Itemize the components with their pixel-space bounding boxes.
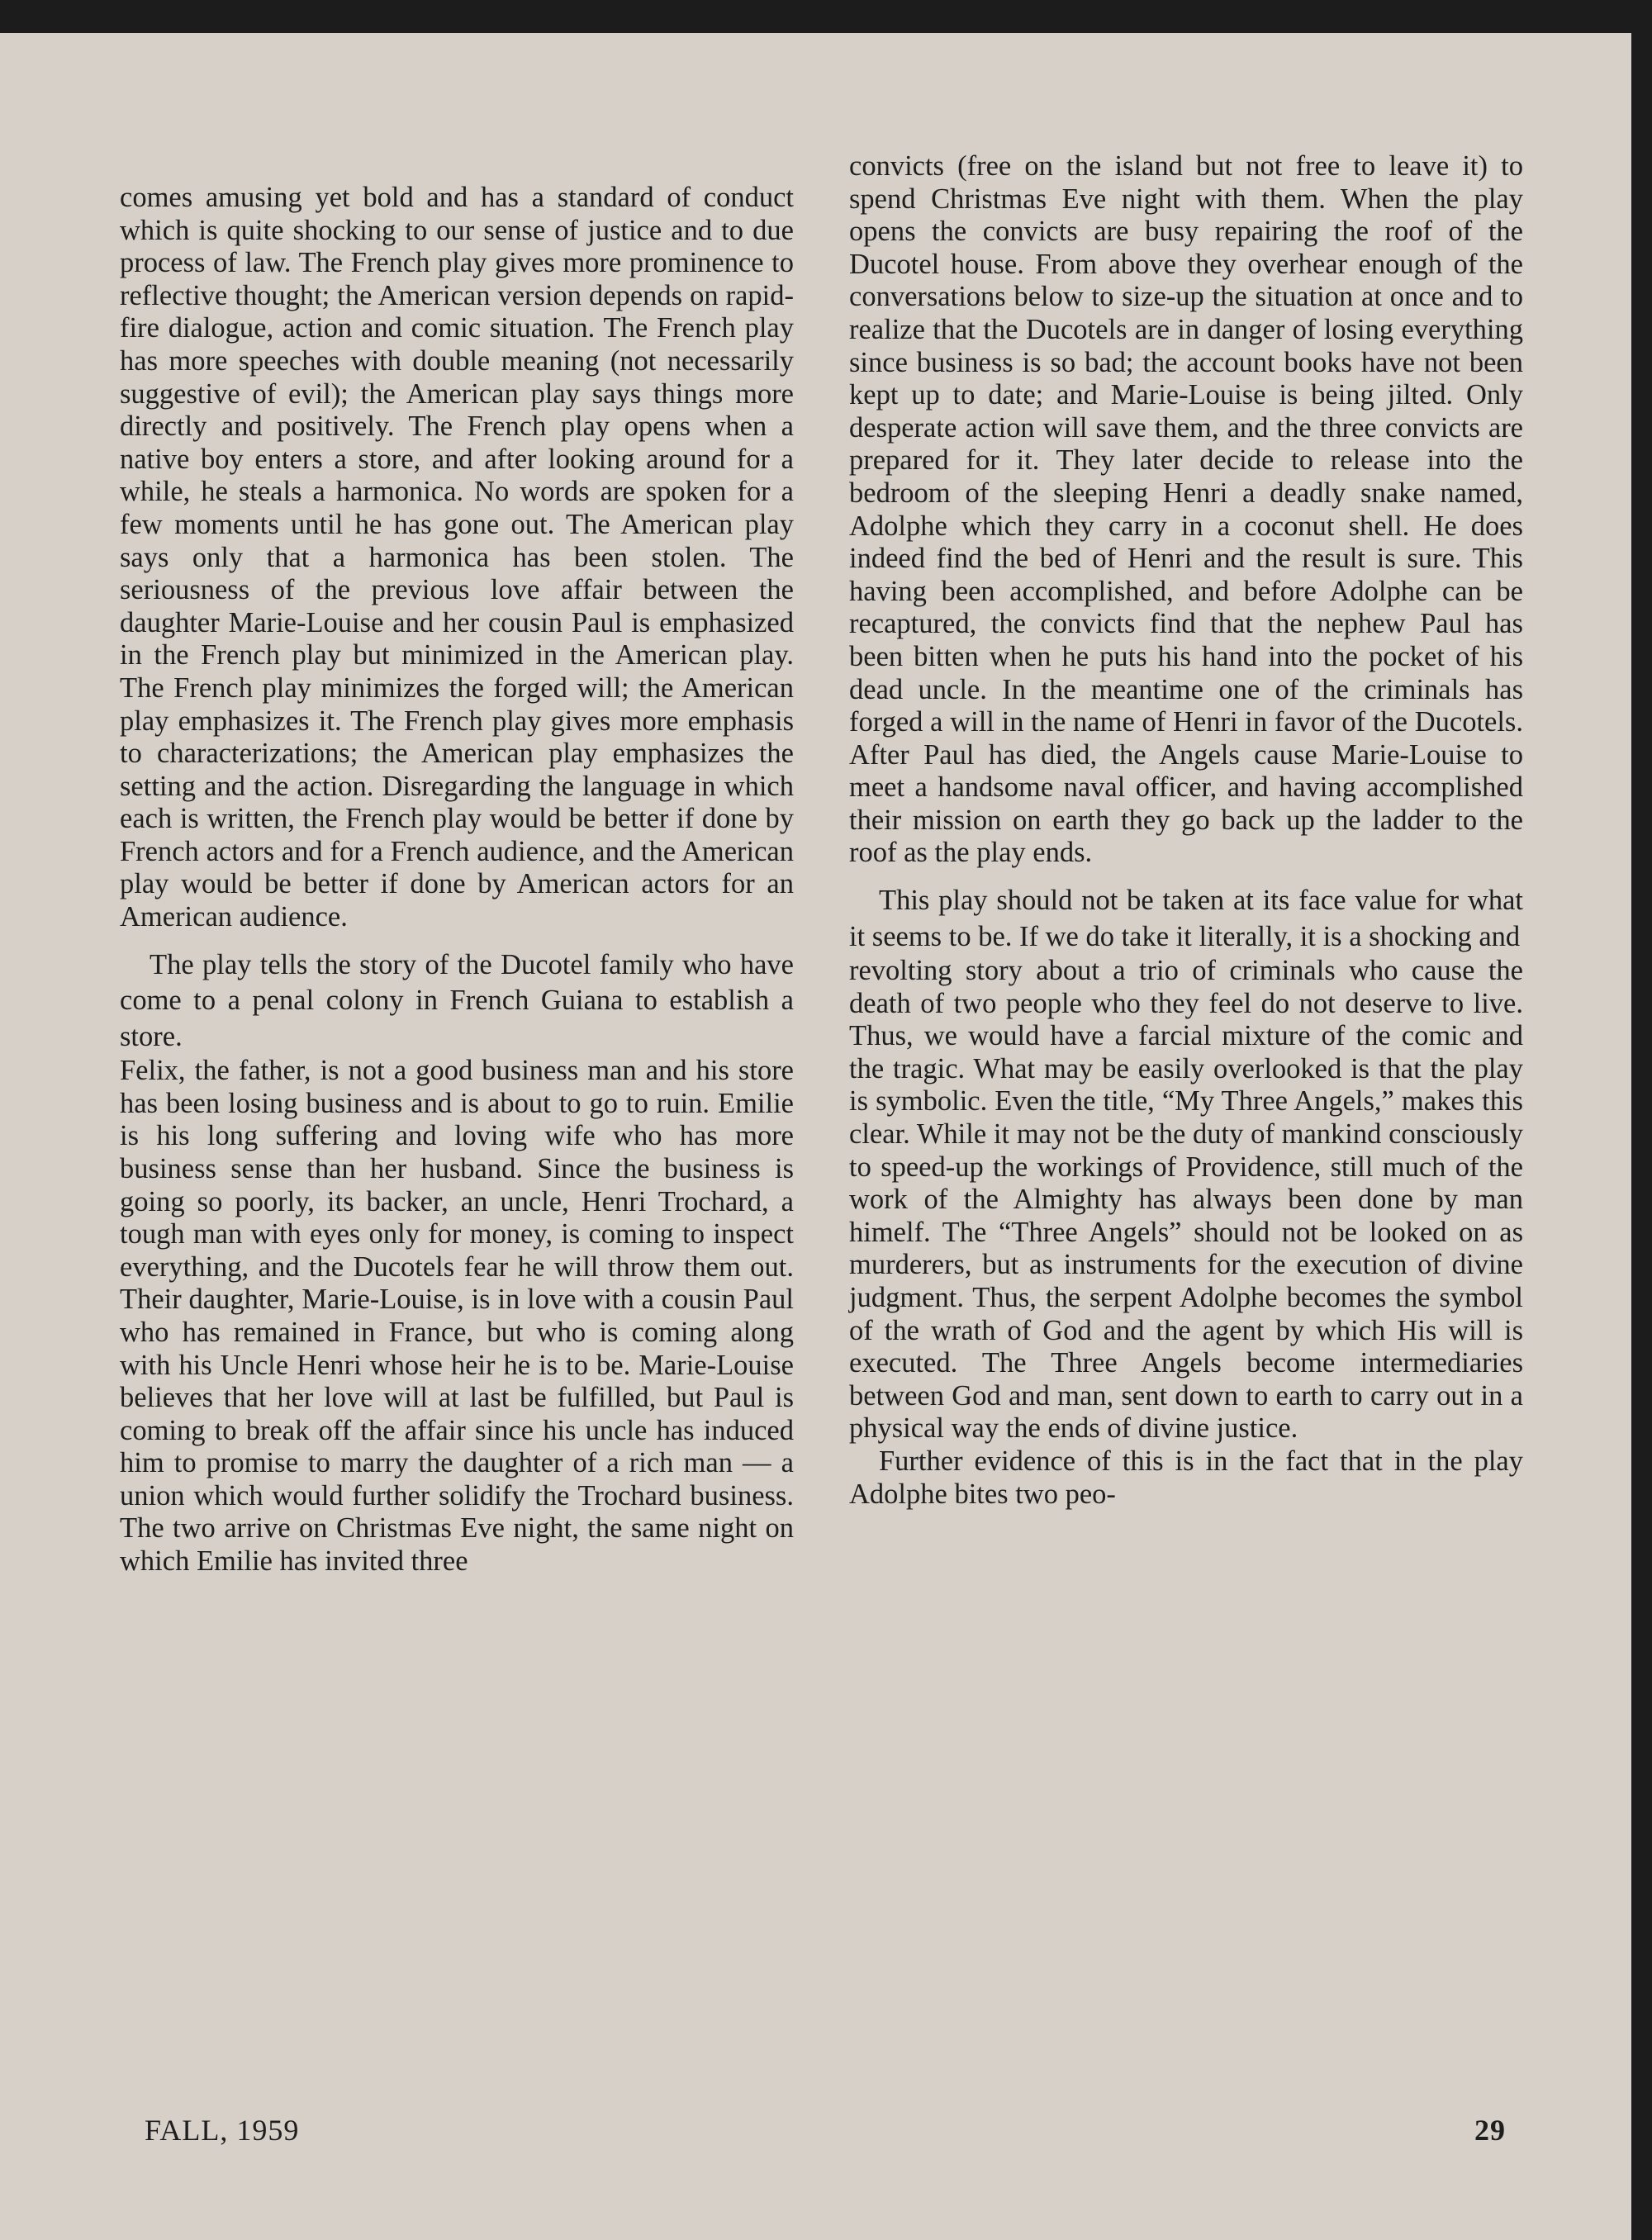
right-column: [849, 150, 1523, 1511]
paragraph-symbolic-continued: revolting story about a trio of criminals who cause the death of two people who they feel do not deserve to live. Thus, we would have a farcial mixture of the comic and the tragic. What may be easily overlooked is that the play is symbolic. Even the title, “My Three Angels,” makes this clear. While it may not be the duty of mankind consciously to speed-up the workings of Providence, still much of the work of the Almighty has always been done by man himelf. The “Three Angels” should not be looked on as murderers, but as instruments for the execution of divine judgment. Thus, the serpent Adolphe becomes the symbol of the wrath of God and the agent by which His will is executed. The Three Angels become intermediaries between God and man, sent down to earth to carry out in a physical way the ends of divine justice.: [849, 955, 1523, 1445]
paragraph-story-intro: The play tells the story of the Ducotel family who have come to a penal colony in French Guiana to establish a store.: [120, 948, 794, 1052]
paragraph-symbolic-intro: This play should not be taken at its face value for what it seems to be. If we do take it literally, it is a shocking and: [849, 885, 1523, 952]
paragraph-story-continued: Felix, the father, is not a good business man and his store has been losing business and is about to go to ruin. Emilie is his long suffering and loving wife who has more business sense than her husband. Since the business is going so poorly, its backer, an uncle, Henri Trochard, a tough man with eyes only for money, is coming to inspect everything, and the Ducotels fear he will throw them out. Their daughter, Marie-Louise, is in love with a cousin Paul who has remained in France, but who is coming along with his Uncle Henri whose heir he is to be. Marie-Louise believes that her love will at last be fulfilled, but Paul is coming to break off the affair since his uncle has induced him to promise to marry the daughter of a rich man — a union which would further solidify the Trochard business. The two arrive on Christmas Eve night, the same night on which Emilie has invited three: [120, 1055, 794, 1578]
paragraph-play-comparison: comes amusing yet bold and has a standard of conduct which is quite shocking to our sense of justice and to due process of law. The French play gives more prominence to reflective thought; the American version depends on rapid-fire dialogue, action and comic situation. The French play has more speeches with double meaning (not necessarily suggestive of evil); the American play says things more directly and positively. The French play opens when a native boy enters a store, and after looking around for a while, he steals a harmonica. No words are spoken for a few moments until he has gone out. The American play says only that a harmonica has been stolen. The seriousness of the previous love affair between the daughter Marie-Louise and her cousin Paul is emphasized in the French play but minimized in the American play. The French play minimizes the forged will; the American play emphasizes it. The French play gives more emphasis to characterizations; the American play emphasizes the setting and the action. Disregarding the language in which each is written, the French play would be better if done by French actors and for a French audience, and the American play would be better if done by American actors for an American audience.: [120, 182, 794, 933]
page-number: 29: [1474, 2114, 1506, 2147]
paragraph-further-evidence: Further evidence of this is in the fact that in the play Adolphe bites two peo-: [849, 1445, 1523, 1510]
left-column: [120, 182, 794, 1578]
magazine-page: [0, 33, 1631, 2240]
paragraph-convicts: convicts (free on the island but not free to leave it) to spend Christmas Eve night with them. When the play opens the convicts are busy repairing the roof of the Ducotel house. From above they overhear enough of the conversations below to size-up the situation at once and to realize that the Ducotels are in danger of losing everything since business is so bad; the account books have not been kept up to date; and Marie-Louise is being jilted. Only desperate action will save them, and the three convicts are prepared for it. They later decide to release into the bedroom of the sleeping Henri a deadly snake named, Adolphe which they carry in a coconut shell. He does indeed find the bed of Henri and the result is sure. This having been accomplished, and before Adolphe can be recaptured, the convicts find that the nephew Paul has been bitten when he puts his hand into the pocket of his dead uncle. In the meantime one of the criminals has forged a will in the name of Henri in favor of the Ducotels. After Paul has died, the Angels cause Marie-Louise to meet a handsome naval officer, and having accomplished their mission on earth they go back up the ladder to the roof as the play ends.: [849, 150, 1523, 869]
issue-label: FALL, 1959: [145, 2114, 300, 2147]
